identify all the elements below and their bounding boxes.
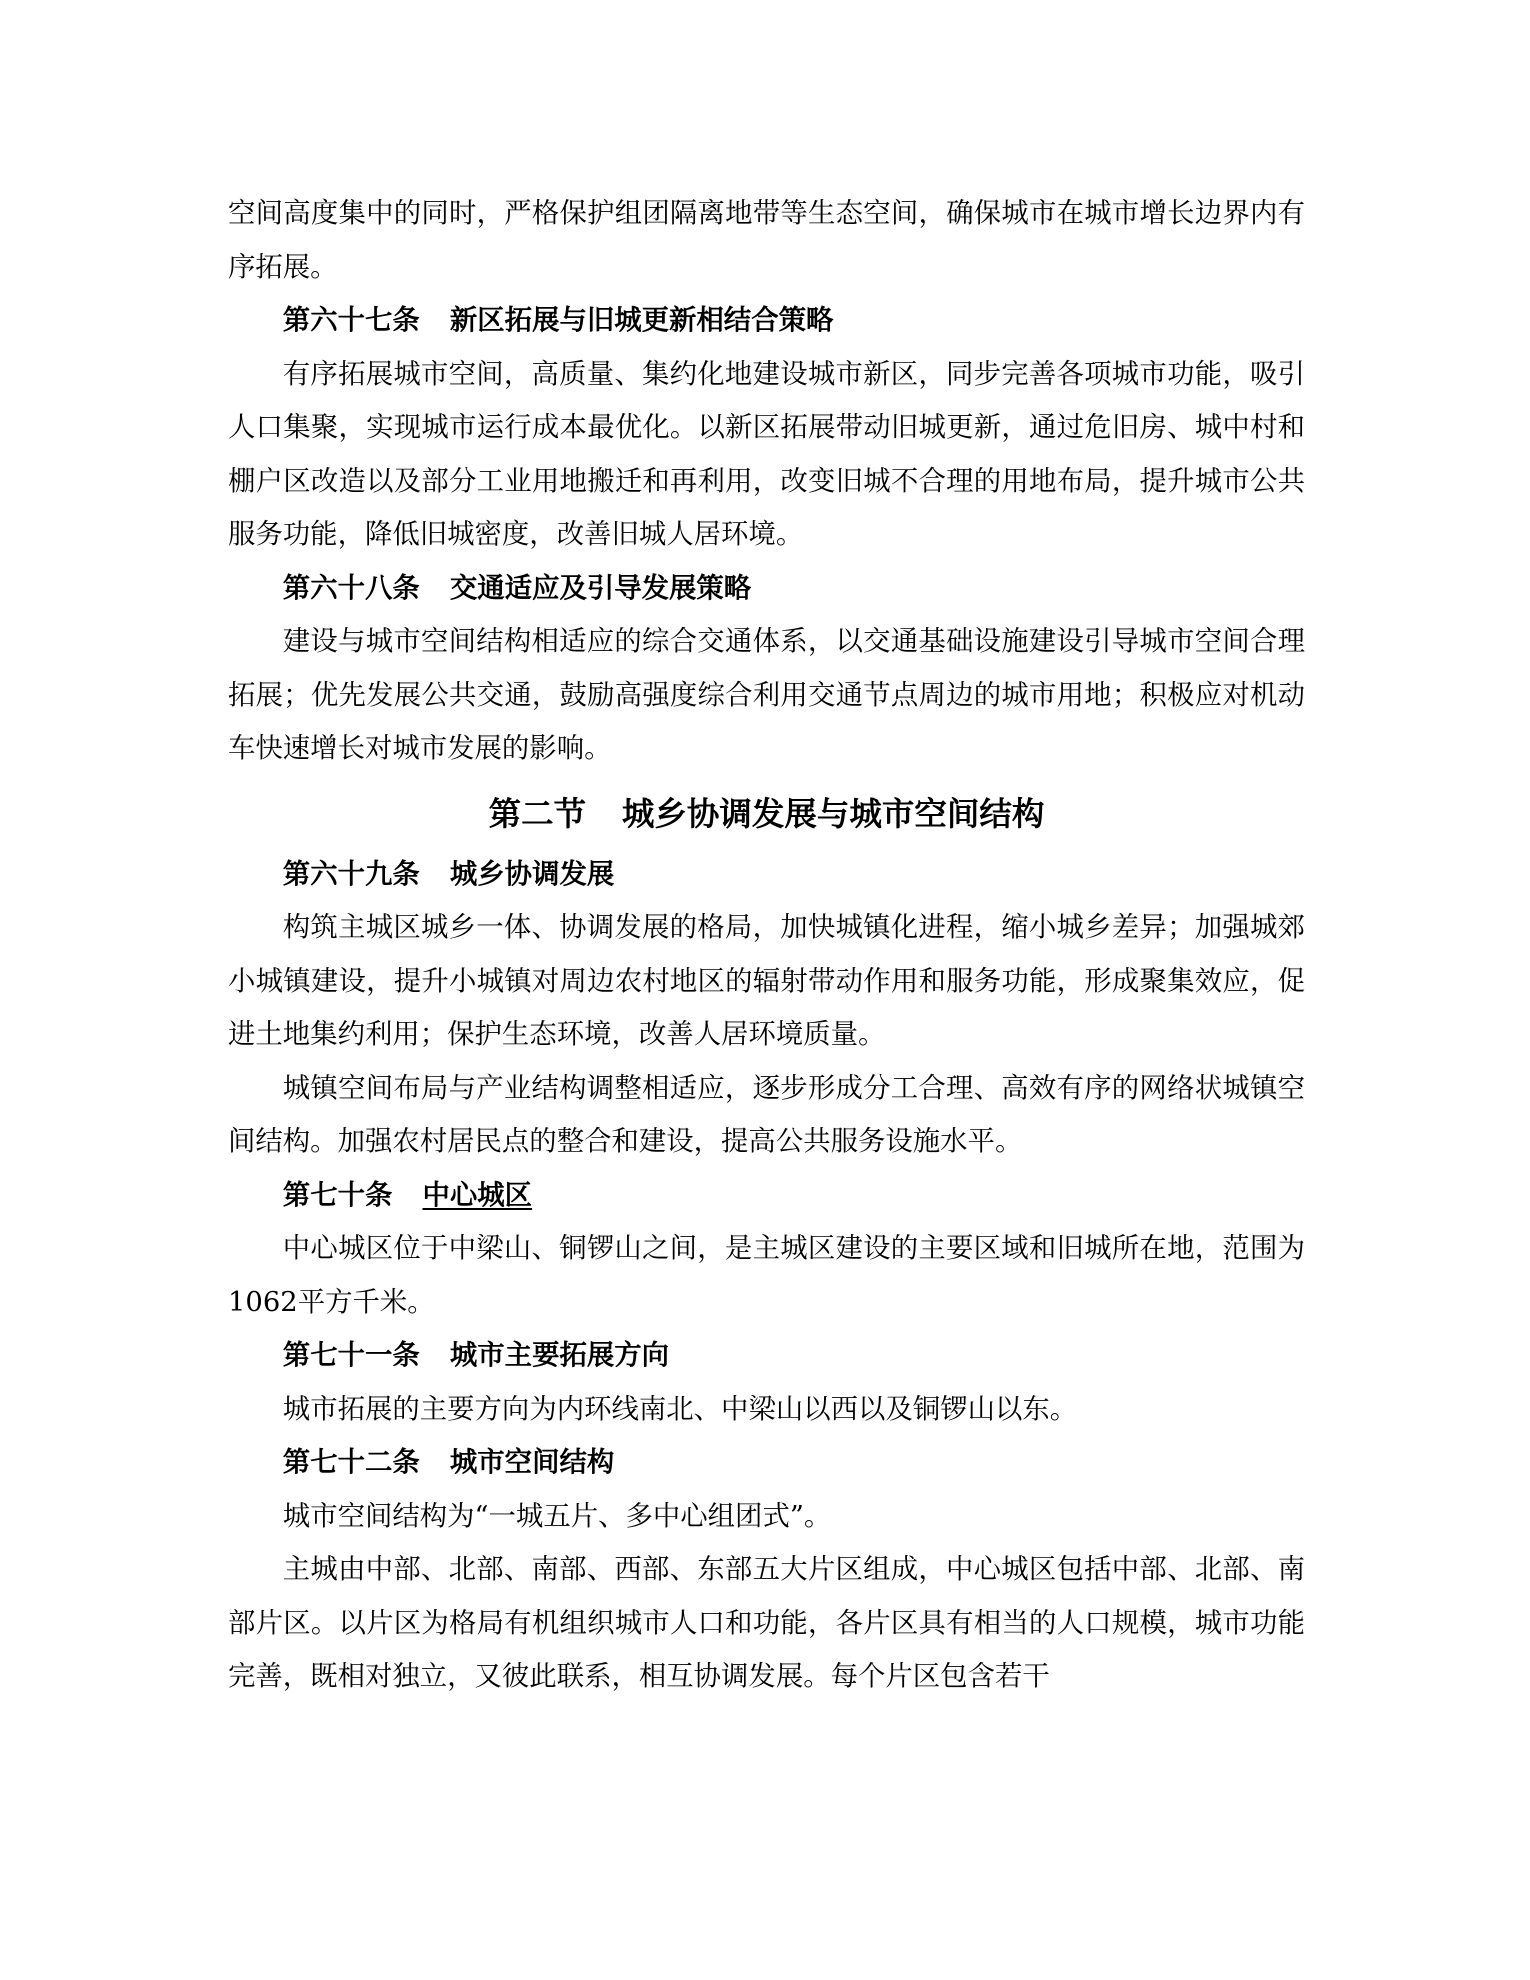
article-title: 新区拓展与旧城更新相结合策略 [449,305,834,336]
paragraph: 构筑主城区城乡一体、协调发展的格局，加快城镇化进程，缩小城乡差异；加强城郊小城镇建设，提升小城镇对周边农村地区的辐射带动作用和服务功能，形成聚集效应，促进土地集约利用；保护生态环境，改善人居环境质量。 [228,912,1305,1050]
paragraph: 城市拓展的主要方向为内环线南北、中梁山以西以及铜锣山以东。 [282,1393,1078,1425]
article-title: 城市主要拓展方向 [449,1340,670,1371]
article-number: 第七十二条 [282,1447,420,1478]
paragraph: 建设与城市空间结构相适应的综合交通体系，以交通基础设施建设引导城市空间合理拓展；优先发展公共交通，鼓励高强度综合利用交通节点周边的城市用地；积极应对机动车快速增长对城市发展的影响。 [228,626,1305,764]
article-heading [228,1436,1305,1490]
article-title: 中心城区 [422,1179,533,1211]
article-heading [228,848,1305,902]
article-heading [228,1169,1305,1223]
article-title: 城乡协调发展 [449,858,615,890]
article-heading [228,294,1305,348]
paragraph: 城镇空间布局与产业结构调整相适应，逐步形成分工合理、高效有序的网络状城镇空间结构。加强农村居民点的整合和建设，提高公共服务设施水平。 [228,1072,1305,1157]
article-number: 第六十八条 [282,572,420,604]
article-number: 第六十七条 [282,305,420,336]
paragraph: 主城由中部、北部、南部、西部、东部五大片区组成，中心城区包括中部、北部、南部片区。以片区为格局有机组织城市人口和功能，各片区具有相当的人口规模，城市功能完善，既相对独立，又彼此联系，相互协调发展。每个片区包含若干 [228,1554,1305,1692]
article-number: 第七十一条 [282,1340,420,1371]
paragraph: 空间高度集中的同时，严格保护组团隔离地带等生态空间，确保城市在城市增长边界内有序拓展。 [228,198,1305,283]
section-heading [228,786,1305,842]
article-number: 第七十条 [282,1179,393,1211]
article-title: 交通适应及引导发展策略 [449,572,752,604]
section-title: 城乡协调发展与城市空间结构 [621,794,1045,833]
article-title: 城市空间结构 [449,1447,615,1478]
section-number: 第二节 [488,794,587,833]
article-heading [228,562,1305,616]
paragraph: 有序拓展城市空间，高质量、集约化地建设城市新区，同步完善各项城市功能，吸引人口集聚，实现城市运行成本最优化。以新区拓展带动旧城更新，通过危旧房、城中村和棚户区改造以及部分工业用地搬迁和再利用，改变旧城不合理的用地布局，提升城市公共服务功能，降低旧城密度，改善旧城人居环境。 [228,358,1305,550]
article-number: 第六十九条 [282,858,420,890]
document-body [228,187,1305,1704]
paragraph: 城市空间结构为“一城五片、多中心组团式”。 [282,1500,832,1532]
article-heading [228,1329,1305,1383]
paragraph: 中心城区位于中梁山、铜锣山之间，是主城区建设的主要区域和旧城所在地，范围为1062平方千米。 [228,1233,1305,1318]
